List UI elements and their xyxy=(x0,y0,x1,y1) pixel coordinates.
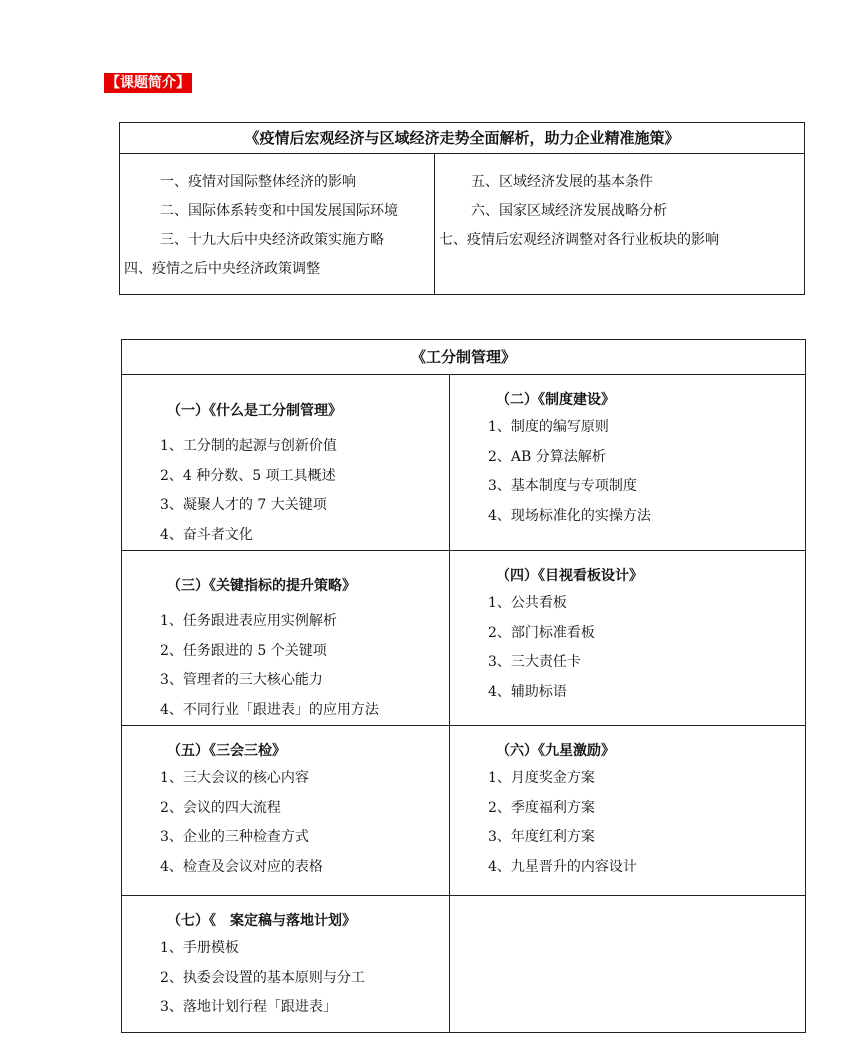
course-title: 《疫情后宏观经济与区域经济走势全面解析，助力企业精准施策》 xyxy=(120,123,805,154)
module-heading: （三）《关键指标的提升策略》 xyxy=(167,578,356,594)
course-title: 《工分制管理》 xyxy=(122,340,806,375)
outline-right-column xyxy=(435,154,805,295)
module-item: 4、现场标准化的实操方法 xyxy=(488,507,651,524)
module-4 xyxy=(450,551,806,726)
module-1 xyxy=(122,375,450,551)
empty-cell xyxy=(450,896,806,1033)
outline-item: 一、疫情对国际整体经济的影响 xyxy=(160,174,356,190)
module-item: 4、辅助标语 xyxy=(488,683,567,700)
module-item: 1、制度的编写原则 xyxy=(488,419,609,435)
module-item: 2、会议的四大流程 xyxy=(160,799,281,816)
module-item: 1、三大会议的核心内容 xyxy=(160,770,309,786)
course-table-macro-economy xyxy=(119,122,805,295)
module-heading: （七）《 案定稿与落地计划》 xyxy=(167,913,356,929)
module-item: 1、手册模板 xyxy=(160,940,239,956)
outline-left-column xyxy=(120,154,435,295)
module-item: 3、三大责任卡 xyxy=(488,654,581,670)
module-item: 1、月度奖金方案 xyxy=(488,770,595,786)
module-item: 3、落地计划行程「跟进表」 xyxy=(160,999,337,1015)
module-item: 4、检查及会议对应的表格 xyxy=(160,858,323,875)
outline-item: 二、国际体系转变和中国发展国际环境 xyxy=(160,203,398,219)
module-3 xyxy=(122,551,450,726)
module-item: 2、任务跟进的 5 个关键项 xyxy=(160,642,327,659)
module-item: 3、凝聚人才的 7 大关键项 xyxy=(160,497,327,513)
outline-item: 五、区域经济发展的基本条件 xyxy=(471,174,653,190)
course-table-work-points xyxy=(121,339,806,1033)
module-item: 2、执委会设置的基本原则与分工 xyxy=(160,969,365,986)
outline-item: 七、疫情后宏观经济调整对各行业板块的影响 xyxy=(439,232,719,248)
module-7 xyxy=(122,896,450,1033)
outline-item: 六、国家区域经济发展战略分析 xyxy=(471,203,667,219)
module-2 xyxy=(450,375,806,551)
module-item: 4、不同行业「跟进表」的应用方法 xyxy=(160,701,379,718)
outline-item: 四、疫情之后中央经济政策调整 xyxy=(124,261,320,277)
outline-item: 三、十九大后中央经济政策实施方略 xyxy=(160,232,384,248)
module-item: 2、季度福利方案 xyxy=(488,799,595,816)
module-heading: （二）《制度建设》 xyxy=(496,392,615,408)
module-item: 3、基本制度与专项制度 xyxy=(488,478,637,494)
module-heading: （六）《九星激励》 xyxy=(496,743,615,759)
module-item: 3、企业的三种检查方式 xyxy=(160,829,309,845)
module-item: 3、管理者的三大核心能力 xyxy=(160,672,323,688)
module-item: 3、年度红利方案 xyxy=(488,829,595,845)
module-item: 1、公共看板 xyxy=(488,595,567,611)
module-heading: （四）《目视看板设计》 xyxy=(496,568,643,584)
module-item: 1、工分制的起源与创新价值 xyxy=(160,438,337,454)
module-5 xyxy=(122,726,450,896)
module-item: 2、部门标准看板 xyxy=(488,624,595,641)
module-item: 2、4 种分数、5 项工具概述 xyxy=(160,467,336,484)
module-heading: （五）《三会三检》 xyxy=(167,743,286,759)
module-6 xyxy=(450,726,806,896)
module-heading: （一）《什么是工分制管理》 xyxy=(167,403,342,419)
module-item: 4、奋斗者文化 xyxy=(160,526,253,543)
module-item: 2、AB 分算法解析 xyxy=(488,448,606,465)
module-item: 4、九星晋升的内容设计 xyxy=(488,858,637,875)
section-tag: 【课题简介】 xyxy=(106,75,190,91)
module-item: 1、任务跟进表应用实例解析 xyxy=(160,613,337,629)
